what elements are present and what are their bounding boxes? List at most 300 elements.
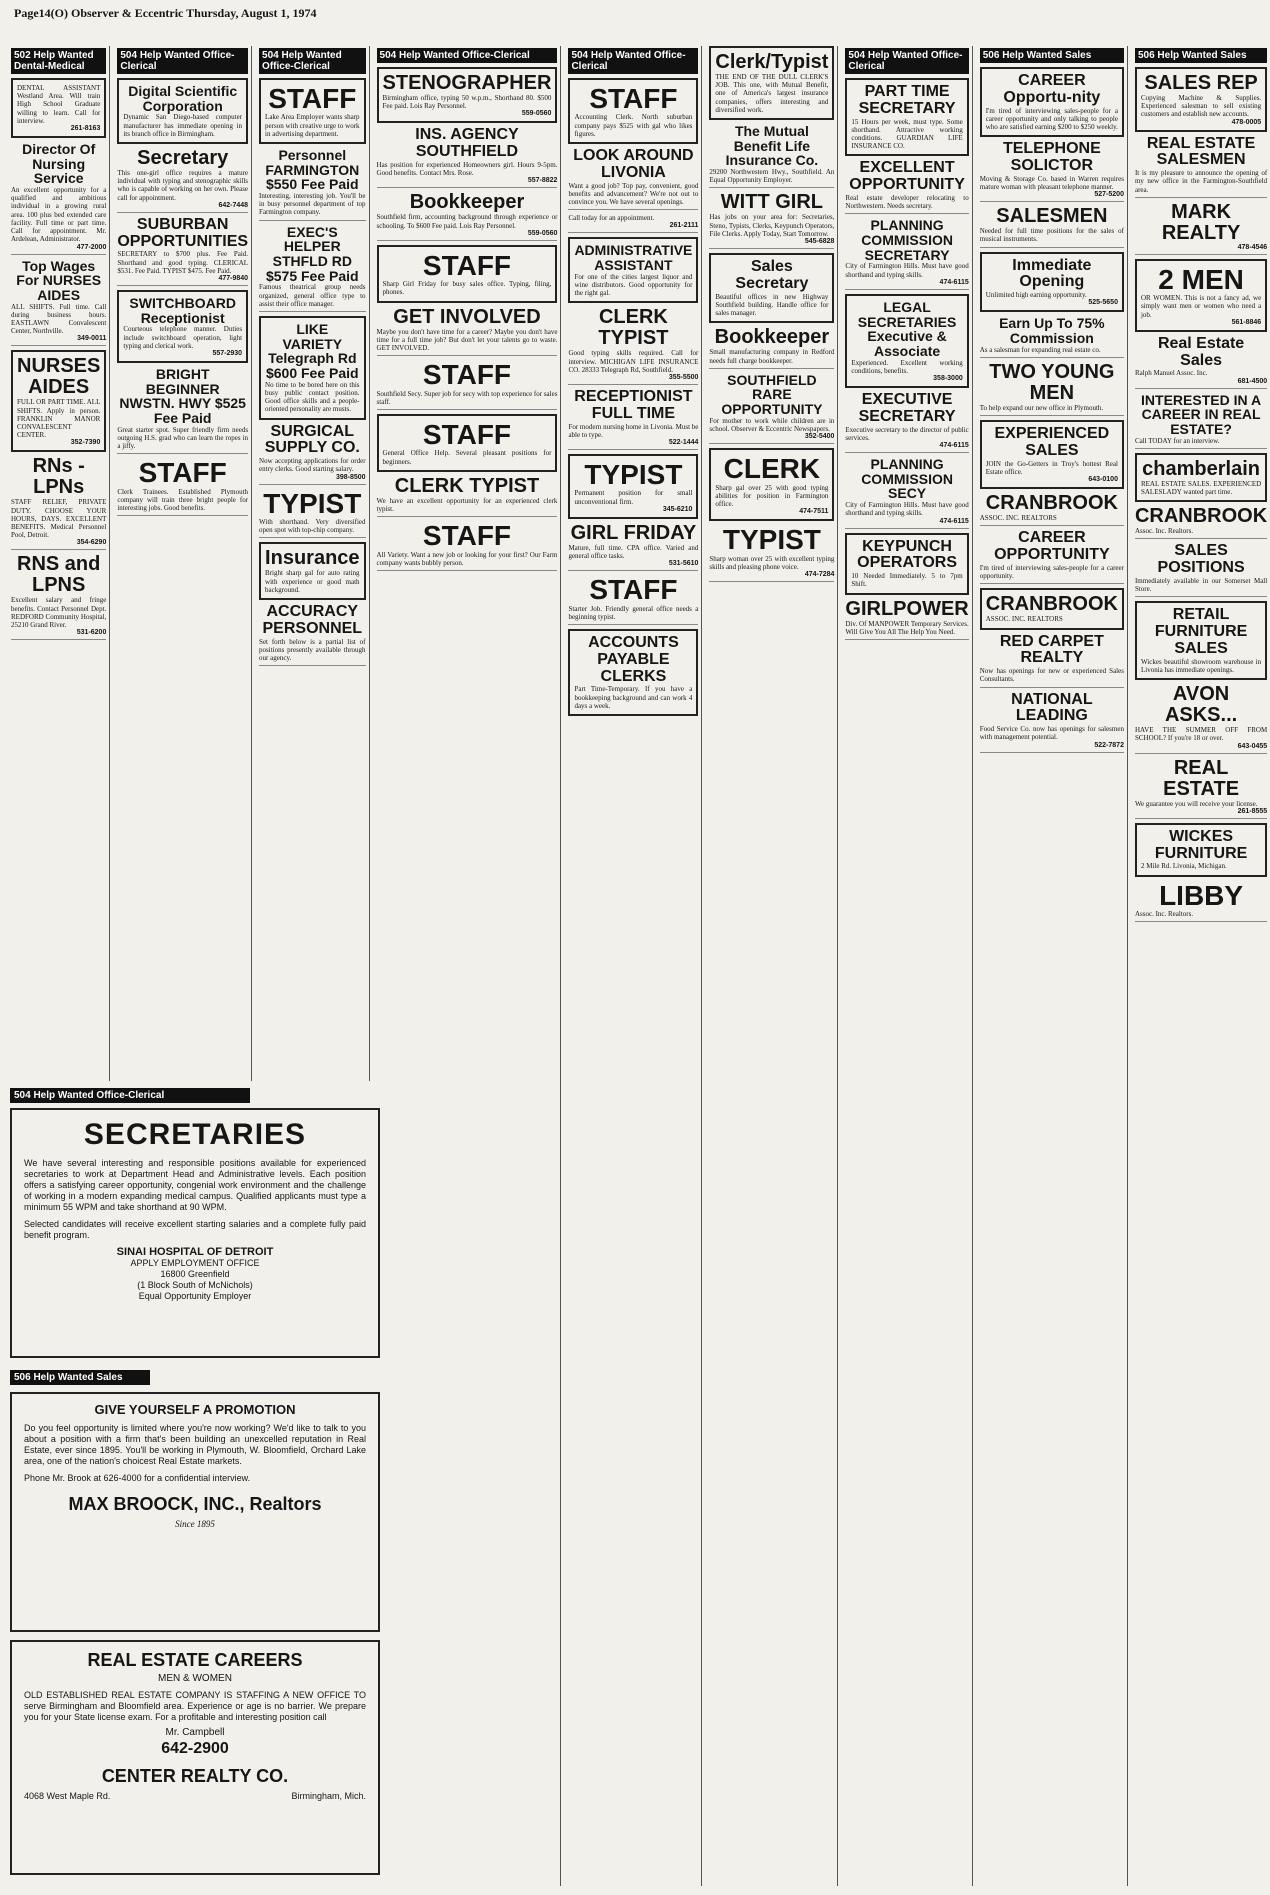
column-4 — [374, 46, 562, 1886]
ad-headline: 2 MEN — [1158, 263, 1244, 295]
ad-headline: chamberlain — [1142, 457, 1260, 480]
ad-body: Interesting, interesting job. You'll be in busy personnel department of top Farmington company. — [259, 192, 366, 217]
classified-ad — [568, 237, 698, 303]
ad-headline: TYPIST — [263, 487, 362, 519]
maxbrook-body2: Phone Mr. Brook at 626-4000 for a confidential interview. — [24, 1473, 251, 1483]
ad-phone: 261-2111 — [669, 222, 699, 230]
secretaries-line3: (1 Block South of McNichols) — [137, 1280, 253, 1290]
ad-headline: GET INVOLVED — [393, 305, 541, 328]
classified-ad — [259, 424, 365, 485]
ad-headline: TELEPHONE SOLICTOR — [1002, 140, 1101, 174]
ad-headline: Earn Up To 75% Commission — [999, 315, 1105, 347]
ad-body: Small manufacturing company in Redford needs full charge bookkeeper. — [709, 348, 835, 365]
ad-headline: SWITCHBOARD Receptionist — [129, 295, 236, 326]
ad-body: Permanent position for small unconventional firm. — [574, 489, 693, 506]
center-name: CENTER REALTY CO. — [101, 1766, 289, 1786]
classified-ad — [1135, 136, 1267, 198]
ad-body: General Office Help. Several pleasant positions for beginners. — [382, 449, 552, 466]
ad-body: No time to be bored here on this busy public contact position. Good office skills and a people-oriented personality are musts. — [265, 380, 360, 414]
ad-body: All Variety. Want a new job or looking for your first? Our Farm company wants bubbly person. — [376, 550, 558, 567]
classified-ad — [980, 141, 1124, 202]
classified-ad — [377, 414, 558, 472]
ad-headline: SALES POSITIONS — [1157, 542, 1245, 577]
column-3 — [256, 46, 369, 1081]
ad-body: Assoc. Inc. Realtors. — [1134, 527, 1194, 536]
classified-ad — [568, 575, 698, 625]
ad-body: Needed for full time positions for the sales of musical instruments. — [979, 227, 1124, 244]
ad-headline: EXEC'S HELPER STHFLD RD $575 Fee Paid — [265, 223, 359, 284]
classified-ad — [1135, 393, 1267, 449]
ad-phone: 478-4546 — [1237, 243, 1268, 251]
ad-headline: INS. AGENCY SOUTHFIELD — [415, 126, 519, 161]
ad-body: Moving & Storage Co. based in Warren requires mature woman with pleasant telephone manner. — [979, 174, 1124, 191]
classified-ad — [845, 599, 968, 640]
ad-headline: REAL ESTATE — [1163, 756, 1240, 800]
ad-body: Want a good job? Top pay, convenient, good benefits and advancement? We're not out to convince you. We have several openings. — [568, 181, 699, 206]
ad-headline: INTERESTED IN A CAREER IN REAL ESTATE? — [1141, 391, 1262, 437]
classified-ad — [709, 192, 834, 249]
column-2 — [114, 46, 252, 1081]
ad-headline: EXECUTIVE SECRETARY — [858, 391, 956, 425]
ad-phone: 261-8163 — [70, 125, 101, 133]
ad-headline: RECEPTIONIST FULL TIME — [574, 388, 693, 422]
ad-phone: 474-6115 — [939, 442, 969, 450]
ad-body: City of Farmington Hills. Must have good shorthand and typing skills. — [845, 501, 969, 518]
ad-phone: 477-2000 — [76, 243, 107, 251]
classified-ad — [709, 525, 834, 582]
ad-headline: RNS and LPNS — [17, 553, 101, 597]
ad-phone: 527-5200 — [1094, 191, 1124, 199]
ad-headline: CLERK TYPIST — [394, 474, 540, 497]
ad-body: To help expand our new office in Plymouth. — [979, 403, 1104, 412]
ad-headline: TYPIST — [722, 524, 821, 556]
secretaries-line1: APPLY EMPLOYMENT OFFICE — [130, 1258, 260, 1268]
classified-ad — [259, 316, 365, 420]
classified-ad — [377, 192, 558, 240]
ad-body: 15 Hours per week, must type. Some shorthand. Attractive working conditions. GUARDIAN LIFE INSURANCE CO. — [851, 117, 963, 151]
ad-phone: 561-8846 — [1231, 318, 1262, 326]
column-7 — [842, 46, 972, 1886]
classified-ad — [1135, 336, 1267, 389]
ad-headline: CLERK TYPIST — [598, 306, 669, 350]
ad-headline: Sales Secretary — [735, 258, 809, 292]
ad-headline: STAFF — [138, 457, 227, 489]
ad-body: Has jobs on your area for: Secretaries, Steno, Typists, Clerks, Keypunch Operators, File Clerks. Apply Today, Start Tomorrow. — [709, 213, 835, 238]
ad-body: 2 Mile Rd. Livonia, Michigan. — [1140, 862, 1227, 871]
classified-ad — [980, 316, 1124, 358]
classified-ad — [377, 521, 558, 571]
classified-ad — [1135, 453, 1267, 502]
column-header: 504 Help Wanted Office-Clerical — [845, 48, 968, 74]
secretaries-body: We have several interesting and responsible positions available for experienced secretaries to work at Department Head and Administrative levels. Each position offers a satisfying career opportunity, congenial work environment and the challenge of working in a modern expanding medical campus. Qualified applicants must type a minimum 55 WPM and take shorthand at 90 WPM. — [24, 1158, 366, 1212]
ad-body: Executive secretary to the director of public services. — [845, 425, 969, 442]
ad-body: Bright sharp gal for auto rating with experience or good math background. — [265, 569, 360, 594]
ad-headline: ADMINISTRATIVE ASSISTANT — [574, 242, 693, 274]
ad-body: Now accepting applications for order entry clerks. Good starting salary. — [259, 457, 366, 474]
ad-headline: WITT GIRL — [720, 191, 823, 214]
classified-ad — [845, 392, 968, 453]
classified-ad — [259, 78, 365, 144]
ad-headline: CRANBROOK — [1134, 505, 1268, 528]
classified-ad — [259, 148, 365, 221]
ad-phone: 474-6115 — [939, 278, 969, 286]
secretaries-org: SINAI HOSPITAL OF DETROIT — [116, 1246, 274, 1258]
ad-headline: GIRLPOWER — [845, 597, 969, 620]
column-8 — [977, 46, 1128, 1886]
column-header: 504 Help Wanted Office-Clerical — [377, 48, 558, 63]
classified-ad — [980, 206, 1124, 247]
classified-ad — [117, 78, 248, 144]
ad-phone: 352-5400 — [804, 433, 835, 441]
ad-headline: STAFF — [422, 249, 512, 281]
ad-body: Birmingham office, typing 50 w.p.m., Shorthand 80. $500 Fee paid. Lois Ray Personnel. — [382, 94, 552, 111]
ad-headline: LEGAL SECRETARIES Executive & Associate — [857, 298, 957, 359]
ad-headline: CRANBROOK — [985, 492, 1118, 515]
center-realty-ad — [10, 1640, 380, 1875]
classified-ad — [845, 294, 968, 388]
ad-headline: Clerk/Typist — [715, 51, 829, 73]
ad-body: REAL ESTATE SALES. EXPERIENCED SALESLADY wanted part time. — [1140, 479, 1262, 497]
ad-phone: 358-3000 — [933, 375, 963, 383]
ad-headline: Personnel FARMINGTON $550 Fee Paid — [265, 147, 360, 193]
ad-body: We have an excellent opportunity for an experienced clerk typist. — [376, 496, 558, 514]
ad-headline: Immediate Opening — [1012, 256, 1092, 291]
column-header: 502 Help Wanted Dental-Medical — [11, 48, 106, 74]
ad-body: Assoc. Inc. Realtors. — [1134, 910, 1194, 919]
classified-ad — [980, 588, 1124, 629]
ad-headline: Bookkeeper — [409, 191, 525, 214]
ad-headline: Director Of Nursing Service — [22, 141, 96, 187]
ad-headline: TYPIST — [584, 459, 683, 490]
center-phone: 642-2900 — [161, 1740, 229, 1757]
column-header: 504 Help Wanted Office-Clerical — [259, 48, 365, 74]
ad-body: Has position for experienced Homeowners girl. Hours 9-5pm. Good benefits. Contact Mrs. Rose. — [376, 161, 558, 178]
ad-headline: REAL ESTATE SALESMEN — [1146, 134, 1256, 169]
ad-body: For one of the cities largest liquor and wine distributors. Good opportunity for the right gal. — [574, 272, 693, 298]
maxbrook-title: GIVE YOURSELF A PROMOTION — [94, 1402, 296, 1417]
center-title: REAL ESTATE CAREERS — [87, 1650, 303, 1670]
ad-headline: SURGICAL SUPPLY CO. — [264, 422, 360, 457]
ad-headline: RETAIL FURNITURE SALES — [1154, 606, 1248, 658]
ad-body: FULL OR PART TIME. ALL SHIFTS. Apply in person. FRANKLIN MANOR CONVALESCENT CENTER. — [17, 398, 101, 440]
ad-headline: PART TIME SECRETARY — [858, 83, 956, 117]
classified-ad — [980, 362, 1124, 416]
ad-phone: 531-6200 — [76, 629, 107, 637]
ad-body: Dynamic San Diego-based computer manufacturer has immediate opening in its branch office in Birmingham. — [123, 113, 243, 138]
column-header: 504 Help Wanted Office-Clerical — [117, 48, 248, 74]
classified-ad — [377, 307, 558, 357]
ad-body: Sharp woman over 25 with excellent typing skills and pleasing phone voice. — [709, 554, 835, 571]
classified-ad — [1135, 601, 1267, 680]
ad-body: Wickes beautiful showroom warehouse in Livonia has immediate openings. — [1140, 657, 1262, 675]
ad-headline: PLANNING COMMISSION SECRETARY — [861, 217, 953, 263]
ad-body: STAFF RELIEF, PRIVATE DUTY. CHOOSE YOUR HOURS, DAYS. EXCELLENT BENEFITS. Medical Personnel Pool, Detroit. — [11, 498, 107, 540]
column-6 — [706, 46, 838, 1886]
classified-ad — [845, 218, 968, 289]
ad-body: For mother to work while children are in school. Observer & Eccentric Newspapers. — [709, 416, 835, 433]
ad-body: ALL SHIFTS. Full time. Call during business hours. EASTLAWN Convalescent Center, Northville. — [11, 302, 107, 336]
ad-headline: STAFF — [422, 359, 512, 391]
ad-phone: 354-6290 — [76, 539, 107, 547]
ad-body: Famous theatrical group needs organized, general office type to assist their office manager. — [259, 283, 366, 308]
ad-phone: 478-0005 — [1231, 118, 1262, 126]
classified-ad — [117, 458, 248, 516]
ad-body: JOIN the Go-Getters in Troy's hottest Real Estate office. — [985, 459, 1118, 476]
ad-body: Sharp gal over 25 with good typing abilities for position in Farmington office. — [715, 483, 829, 508]
ad-phone: 559-0560 — [521, 110, 552, 118]
ad-phone: 525-5650 — [1088, 299, 1118, 307]
ad-body: Clerk Trainees. Established Plymouth company will train three bright people for interesting jobs. Good benefits. — [117, 487, 249, 513]
ad-phone: 545-6828 — [804, 238, 835, 246]
ad-phone: 355-5500 — [668, 374, 699, 381]
ad-body: ASSOC. INC. REALTORS — [979, 514, 1057, 523]
classified-ad — [11, 456, 106, 550]
ad-body: Call today for an appointment. — [568, 214, 655, 223]
ad-body: THE END OF THE DULL CLERK'S JOB. This one, with Mutual Benefit, one of America's largest insurance companies, offers interesting and diversified work. — [715, 73, 829, 114]
ad-headline: CAREER Opportu-nity — [1003, 72, 1101, 106]
classified-ad — [117, 367, 248, 454]
classified-ad — [845, 78, 968, 156]
ad-phone: 531-5610 — [668, 560, 699, 568]
ad-headline: PLANNING COMMISSION SECY — [861, 456, 953, 502]
ad-headline: AVON ASKS... — [1164, 683, 1238, 727]
ad-phone: 349-0011 — [77, 335, 107, 343]
ad-headline: STAFF — [268, 83, 357, 114]
ad-phone: 559-0560 — [527, 229, 558, 237]
center-contact: Mr. Campbell — [165, 1727, 225, 1738]
classified-ad — [259, 225, 365, 312]
ad-body: Set forth below is a partial list of positions presently available through our agency. — [259, 637, 366, 662]
classified-ad — [709, 46, 834, 120]
ad-body: Experienced. Excellent working conditions, benefits. — [851, 358, 963, 375]
ad-phone: 474-6115 — [939, 517, 969, 525]
classified-ad — [1135, 823, 1267, 877]
ad-phone: 477-9840 — [218, 275, 249, 282]
ad-headline: BRIGHT BEGINNER NWSTN. HWY $525 Fee Paid — [119, 365, 246, 427]
ad-body: HAVE THE SUMMER OFF FROM SCHOOL? If you're 18 or over. — [1134, 726, 1268, 743]
ad-body: SECRETARY to $700 plus. Fee Paid. Shorthand and good typing. CLERICAL $531. Fee Paid. TYPIST $475. Fee Paid. — [117, 250, 249, 275]
ad-phone: 557-8822 — [527, 177, 558, 185]
ad-phone: 643-0455 — [1237, 742, 1268, 750]
classified-ad — [709, 253, 834, 323]
classified-ad — [1135, 758, 1267, 819]
column-header: 506 Help Wanted Sales — [1135, 48, 1267, 63]
ad-body: Accounting Clerk. North suburban company pays $525 with gal who likes figures. — [574, 113, 693, 138]
ad-body: We guarantee you will receive your license. — [1134, 799, 1258, 808]
classified-ad — [568, 78, 698, 144]
classified-ad — [1135, 543, 1267, 597]
classified-ad — [709, 327, 834, 368]
ad-body: An excellent opportunity for a qualified and ambitious individual in a growing rural area. 100 plus bed extended care facility. Full time or part time. Call for appointment. Mr. Ardelean, Administrator. — [11, 186, 107, 244]
ad-body: Southfield Secy. Super job for secy with top experience for sales staff. — [376, 389, 558, 406]
classified-ad — [377, 476, 558, 517]
classified-ad — [845, 533, 968, 595]
ad-headline: NATIONAL LEADING — [1011, 690, 1093, 725]
classified-ad — [117, 217, 248, 286]
classified-ad — [980, 67, 1124, 137]
column-header: 506 Help Wanted Sales — [980, 48, 1124, 63]
ad-phone: 643-0100 — [1088, 476, 1118, 484]
ad-body: Now has openings for new or experienced Sales Consultants. — [979, 667, 1124, 684]
ad-headline: CLERK — [723, 453, 821, 485]
ad-body: Call TODAY for an interview. — [1134, 436, 1220, 445]
ad-headline: STAFF — [589, 83, 678, 114]
ad-phone: 345-6210 — [662, 505, 693, 513]
classified-ad — [259, 542, 365, 600]
maxbrook-name: MAX BROOCK, INC., Realtors — [68, 1494, 322, 1514]
section-header-sales: 506 Help Wanted Sales — [10, 1370, 150, 1385]
classified-ad — [845, 160, 968, 214]
maxbrook-body: Do you feel opportunity is limited where you're now working? We'd like to talk to you about a position with a firm that's been building an unexcelled reputation in Real Estate, ever since 1895. You'll be working in Plymouth, W. Bloomfield, Orchard Lake area, one of the nation's choicest Real Estate markets. — [24, 1423, 366, 1466]
classified-ad — [1135, 202, 1267, 255]
ad-headline: GIRL FRIDAY — [570, 521, 697, 544]
classified-ad — [568, 629, 698, 716]
column-1 — [8, 46, 110, 1081]
ad-headline: Secretary — [137, 146, 229, 169]
ad-headline: STENOGRAPHER — [382, 72, 552, 94]
center-sub: MEN & WOMEN — [158, 1673, 232, 1684]
classified-ad — [259, 489, 365, 539]
ad-body: Part Time-Temporary. If you have a bookkeeping background and can work 4 days a week. — [574, 685, 693, 710]
ad-headline: WICKES FURNITURE — [1154, 827, 1248, 862]
secretaries-line2: 16800 Greenfield — [160, 1269, 230, 1279]
ad-headline: Top Wages For NURSES AIDES — [16, 257, 102, 303]
ad-body: 29200 Northwestern Hwy., Southfield. An Equal Opportunity Employer. — [709, 168, 835, 185]
column-5 — [565, 46, 702, 1886]
classified-ad — [377, 360, 558, 410]
ad-headline: SALESMEN — [996, 205, 1108, 228]
secretaries-ad — [10, 1108, 380, 1358]
ad-headline: KEYPUNCH OPERATORS — [857, 537, 958, 572]
ad-phone: 261-8555 — [1237, 807, 1268, 815]
classified-ad — [709, 124, 834, 188]
classified-ad — [980, 634, 1124, 688]
classified-ad — [568, 214, 698, 233]
ad-headline: CRANBROOK — [985, 593, 1118, 616]
secretaries-title: SECRETARIES — [83, 1118, 307, 1151]
classified-ad — [980, 420, 1124, 489]
classified-ad — [1135, 67, 1267, 132]
ad-body: Food Service Co. now has openings for salesmen with management potential. — [979, 725, 1124, 742]
secretaries-body2: Selected candidates will receive excellent starting salaries and a complete fully paid benefit program. — [24, 1219, 366, 1240]
ad-body: Southfield firm, accounting background through experience or schooling. To $600 Fee paid. Lois Ray Personnel. — [376, 213, 558, 230]
center-addr: 4068 West Maple Rd. — [24, 1791, 111, 1801]
maxbrook-since: Since 1895 — [175, 1519, 215, 1529]
ad-body: City of Farmington Hills. Must have good shorthand and typing skills. — [845, 262, 969, 279]
classified-ad — [377, 127, 558, 188]
section-header-office-clerical: 504 Help Wanted Office-Clerical — [10, 1088, 250, 1103]
ad-headline: RED CARPET REALTY — [999, 632, 1104, 667]
ad-body: Mature, full time. CPA office. Varied and general office tasks. — [568, 543, 699, 560]
ad-headline: RNs - LPNs — [32, 455, 85, 499]
classified-ad — [1135, 259, 1267, 332]
classified-ad — [980, 252, 1124, 313]
page-header: Page14(O) Observer & Eccentric Thursday, August 1, 1974 — [14, 6, 317, 20]
ad-headline: ACCURACY PERSONNEL — [262, 603, 363, 637]
ad-headline: EXCELLENT OPPORTUNITY — [849, 159, 965, 194]
classified-ad — [377, 67, 558, 123]
classified-ad — [377, 245, 558, 303]
ad-body: Copying Machine & Supplies. Experienced salesman to sell existing customers and establish new accounts. — [1140, 94, 1262, 119]
ad-body: It is my pleasure to announce the opening of my new office in the Farmington-Southfield area. — [1134, 169, 1268, 194]
ad-headline: CAREER OPPORTUNITY — [994, 529, 1110, 564]
ad-body: 10 Needed Immediately. 5 to 7pm Shift. — [851, 572, 963, 589]
classified-ad — [709, 448, 834, 521]
ad-body: For modern nursing home in Livonia. Must be able to type. — [568, 422, 699, 439]
ad-body: Courteous telephone manner. Duties include switchboard operation, light typing and clerical work. — [123, 325, 243, 350]
maxbrook-ad — [10, 1392, 380, 1632]
ad-body: With shorthand. Very diversified open spot with top-chip company. — [259, 517, 366, 535]
ad-body: DENTAL ASSISTANT Westland Area. Will train High School Graduate willing to learn. Call for interview. — [17, 84, 101, 125]
ad-headline: LIKE VARIETY Telegraph Rd $600 Fee Paid — [265, 321, 359, 382]
ad-body: ASSOC. INC. REALTORS — [985, 615, 1063, 624]
secretaries-line4: Equal Opportunity Employer — [138, 1291, 252, 1301]
ad-body: OR WOMEN. This is not a fancy ad, we simply want men or women who need a job. — [1140, 294, 1262, 319]
ad-phone: 474-7284 — [804, 570, 835, 578]
ad-body: As a salesman for expanding real estate co. — [979, 345, 1101, 354]
ad-headline: SOUTHFIELD RARE OPPORTUNITY — [721, 371, 823, 418]
classified-ad — [709, 373, 834, 444]
ad-body: Excellent salary and fringe benefits. Contact Personnel Dept. REDFORD Community Hospital, 25210 Grand River. — [11, 596, 107, 630]
classified-ad — [568, 523, 698, 571]
ad-phone: 352-7390 — [70, 439, 101, 447]
ad-headline: Insurance — [265, 547, 360, 570]
center-body: OLD ESTABLISHED REAL ESTATE COMPANY IS STAFFING A NEW OFFICE TO serve Birmingham and Bloomfield area. Experience or age is no barrier. We prepare you for your State license exam. For a profitable and interesting position call — [24, 1690, 366, 1722]
classified-ad — [11, 554, 106, 640]
ad-headline: STAFF — [422, 419, 512, 451]
ad-body: Immediately available in our Somerset Mall Store. — [1134, 577, 1268, 594]
classified-ad — [568, 148, 698, 210]
ad-body: Good typing skills required. Call for interview. MICHIGAN LIFE INSURANCE CO. 28333 Telegraph Rd, Southfield. — [568, 349, 699, 374]
ad-body: Lake Area Employer wants sharp person with creative urge to work in advertising department. — [265, 113, 360, 138]
center-city: Birmingham, Mich. — [291, 1791, 366, 1801]
ad-headline: EXPERIENCED SALES — [994, 425, 1110, 459]
ad-headline: Digital Scientific Corporation — [128, 83, 238, 114]
ad-headline: STAFF — [422, 520, 512, 552]
classified-ad — [117, 148, 248, 213]
ad-headline: SUBURBAN OPPORTUNITIES — [117, 215, 249, 250]
ad-body: Ralph Manuel Assoc. Inc. — [1134, 369, 1208, 378]
column-header: 504 Help Wanted Office-Clerical — [568, 48, 698, 74]
classified-ad — [11, 350, 106, 452]
ad-body: Starter Job. Friendly general office needs a beginning typist. — [568, 604, 699, 621]
classified-ad — [11, 142, 106, 254]
ad-phone: 642-7448 — [218, 201, 249, 209]
ad-headline: MARK REALTY — [1161, 200, 1241, 244]
classified-ad — [1135, 506, 1267, 539]
ad-body: Div. Of MANPOWER Temporary Services. Will Give You All The Help You Need. — [845, 619, 969, 636]
ad-phone: 522-7872 — [1094, 741, 1124, 749]
ad-body: Great starter spot. Super friendly firm needs outgoing H.S. grad who can learn the ropes in a jiffy. — [117, 425, 249, 451]
ad-headline: LOOK AROUND LIVONIA — [573, 147, 694, 181]
classified-ad — [568, 307, 698, 385]
ad-phone: 522-1444 — [668, 439, 699, 446]
ad-headline: LIBBY — [1159, 879, 1244, 911]
ad-phone: 474-7511 — [799, 508, 829, 516]
ad-body: I'm tired of interviewing sales-people for a career opportunity. — [979, 563, 1124, 581]
ad-headline: Bookkeeper — [714, 326, 830, 349]
ad-headline: TWO YOUNG MEN — [989, 360, 1115, 404]
classified-ad — [845, 457, 968, 528]
classified-ad — [1135, 881, 1267, 923]
classified-ad — [1135, 684, 1267, 753]
column-9 — [1132, 46, 1270, 1886]
classified-ad — [11, 259, 106, 347]
ad-body: Beautiful offices in new Highway Southfield building. Handle office for sales manager. — [715, 292, 829, 318]
classified-ad — [980, 530, 1124, 584]
ad-phone: 681-4500 — [1237, 377, 1268, 385]
ad-body: Unlimited high earning opportunity. — [985, 291, 1087, 300]
